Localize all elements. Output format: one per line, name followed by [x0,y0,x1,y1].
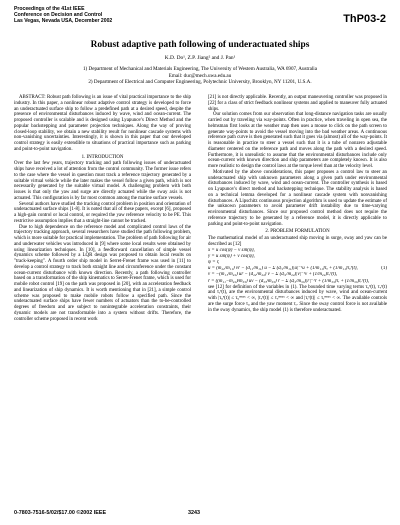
body-paragraph: Our solution comes from our observation that long-distance navigation tasks are usually carried out by traveling via way-points. Often in practice, when traveling in open sea, the helmsman first looks at the weather map then uses a mouse to click on the path screen to generate way-points to avoid the vessel moving into the bad weather areas. A continuous reference path curve is then generated such that it goes via (almost) all of the way-points. It is reasonable in practice to steer a vessel such that it is a tube of nonzero adjustable diameter centered on the reference path and moves along the path with a desired speed. Furthermore, it is unrealistic to assume that the environmental disturbances include only ocean-current with known direction and ship parameters are completely known. It is also more realistic to design the control laws at the torque level than at the velocity level. [208,112,387,169]
equation-line [208,248,387,254]
equation-text: ẏ = u sin(ψ) + v cos(ψ), [208,254,255,260]
body-paragraph: Motivated by the above considerations, this paper proposes a control law to steer an underactuated ship with unknown parameters along a given path under environmental disturbances induced by wave, wind and ocean-current. The controller synthesis is based on Lyapunov's direct method and backstepping technique. The stability analysis is based on a technical lemma developed for a nonlinear cascade system with nonvanishing disturbances. A Lipschitz continuous projection algorithm is used to update the estimate of the unknown parameters to avoid parameter drift instability due to time-varying environmental disturbances. Since our proposed control method does not require the reference trajectory to be generated by a reference model, it is directly applicable to parking and point-to-point navigation. [208,169,387,227]
affiliation-line: 2) Department of Electrical and Computer Engineering, Polytechnic University, Brooklyn, NY 11201, U.S.A. [88,79,312,86]
body-paragraph: see [12] for definition of the variables in (1). The bounded time varying terms τᵤᵉ(t), τᵥᵉ(t) and τᵣᵉ(t), are the environmental disturbances induced by wave, wind and ocean-current with |τᵤᵉ(t)| ≤ τᵤᵉᵐᵃˣ < ∞, |τᵥᵉ(t)| ≤ τᵥᵉᵐᵃˣ < ∞ and |τᵣᵉ(t)| ≤ τᵣᵉᵐᵃˣ < ∞. The available controls are the surge force τᵤ and the yaw moment τᵣ. Since the sway control force is not available in the sway dynamics, the ship model (1) is therefore underactuated. [208,284,387,313]
equation-line [208,279,387,285]
author-list: K.D. Do¹, Z.P. Jiang² and J. Pan¹ [164,55,236,61]
affiliation-line: 1) Department of Mechanical and Materials Engineering, The University of Western Australia, WA 6907, Australia [83,66,317,72]
affiliations [0,66,400,86]
conference-line: Conference on Decision and Control [14,12,103,19]
left-column [14,95,191,322]
equation-text: ṙ = ((m₁₁−m₂₂)/m₃₃) uv − (d₃₃/m₃₃) r − Σ (dᵢ₃/m₃₃)|r|⁻¹r + (1/m₃₃)τᵣ + (1/m₃₃)τᵣᵉ(t), [208,278,370,284]
paper-title: Robust adaptive path following of underactuated ships [90,40,310,50]
abstract: ABSTRACT: Robust path following is an issue of vital practical importance to the ship industry. In this paper, a nonlinear robust adaptive control strategy is developed to force an underactuated surface ship to follow a predefined path at a desired speed, despite the presence of environmental disturbances induced by wave, wind and ocean-current. The proposed controller is scalable and is designed using Lyapunov's Direct Method and the popular backstepping and parameter projection techniques. Along the way of proving closed-loop stability, we obtain a new stability result for nonlinear cascade systems with non-vanishing uncertainties. Interestingly, it is shown in this paper that our developed control strategy is easily extendible to situations of practical importance such as parking and point-to-point navigation. [14,95,191,152]
equation-text: u̇ = (m₂₂/m₁₁) vr − (d₁₁/m₁₁) u − Σ (dᵢ₁/m₁₁)|u|⁻¹u + (1/m₁₁)τᵤ + (1/m₁₁)τᵤᵉ(t), [208,266,358,272]
affiliation-email: Email: duc@mech.uwa.edu.au [168,72,232,79]
paper-code: ThP03-2 [343,13,386,25]
conference-line: Las Vegas, Nevada USA, December 2002 [14,18,113,25]
section-heading-introduction: 1. INTRODUCTION [81,154,124,160]
equation-text: ψ̇ = r, [208,260,220,266]
body-paragraph: [21] is not directly applicable. Recently, an output maneuvering controller was proposed in [22] for a class of strict feedback nonlinear systems and applied to maneuver fully actuated ships. [208,95,387,112]
equation-line [208,272,387,278]
section-heading-problem-formulation: 2. PROBLEM FORMULATION [265,229,330,235]
conference-line: Proceedings of the 41st IEEE [14,6,85,12]
body-paragraph: Several authors have studied the tracking control problem in position and orientation of underactuated surface ships [1-8]. It is noted that all of these papers, except [6], proposed a high-gain control or local control, or required the yaw reference velocity to be PE. This restrictive assumption implies that a straight-line cannot be tracked. [14,201,191,224]
equation-line [208,254,387,260]
page-number: 3243 [188,510,200,516]
equation-text: ẋ = u cos(ψ) − v sin(ψ), [208,247,255,253]
conference-header [14,6,184,25]
equation-line [208,260,387,266]
copyright-footer: 0-7803-7516-5/02/$17.00 ©2002 IEEE [14,510,107,516]
body-paragraph: Over the last few years, trajectory tracking and path following issues of underactuated ships have received a lot of attention from the control community. The former issue refers to the case where the vessel in question must track a reference trajectory generated by a suitable virtual vehicle while the later makes the vessel follow a given path, which is not necessarily generated by the suitable virtual model. A challenging problem with both issues is that only the yaw and surge are directly actuated while the sway axis is not actuated. This configuration is by far most common among the marine surface vessels. [14,161,191,201]
equation-text: v̇ = −(m₁₁/m₂₂) ur − (d₂₂/m₂₂) v − Σ (dᵢ₂/m₂₂)|v|⁻¹v + (1/m₂₂)τᵥᵉ(t), [208,272,338,278]
equation-line [208,266,387,272]
body-paragraph: The mathematical model of an underactuated ship moving in surge, sway and yaw can be described as [12] [208,236,387,247]
equation-number: (1) [381,266,387,272]
right-column [208,95,387,313]
body-paragraph: Due to high dependence on the reference model and complicated control laws of the trajectory tracking approach, several researchers have studied the path following problem, which is more suitable for practical implementation. The problem of path following for air and underwater vehicles was introduced in [9] where some local results were obtained by using linearization techniques. In [10], a feedforward cancellation of simple vessel dynamics scheme followed by a LQR design was proposed to obtain local results on "track-keeping". A fourth order ship model in Serret-Frenet frame was used in [11] to develop a control strategy to track both straight line and circumference under the constant ocean-current disturbance with known direction. Recently, a path following controller based on a transformation of the ship kinematics to Serret-Frenet frame, which is used for mobile robot control [19] on the path was proposed in [20], with an acceleration feedback and linearization of ship dynamics. It is worth mentioning that in [21], a simple control scheme was proposed to make mobile robots follow a specified path. Since the underactuated surface ships have fewer numbers of actuators than the to-be-controlled degrees of freedom and are subject to nonintegrable acceleration constraints, their dynamic models are not transformable into a system without drifts. Therefore, the controller scheme proposed in recent work [14,224,192,322]
